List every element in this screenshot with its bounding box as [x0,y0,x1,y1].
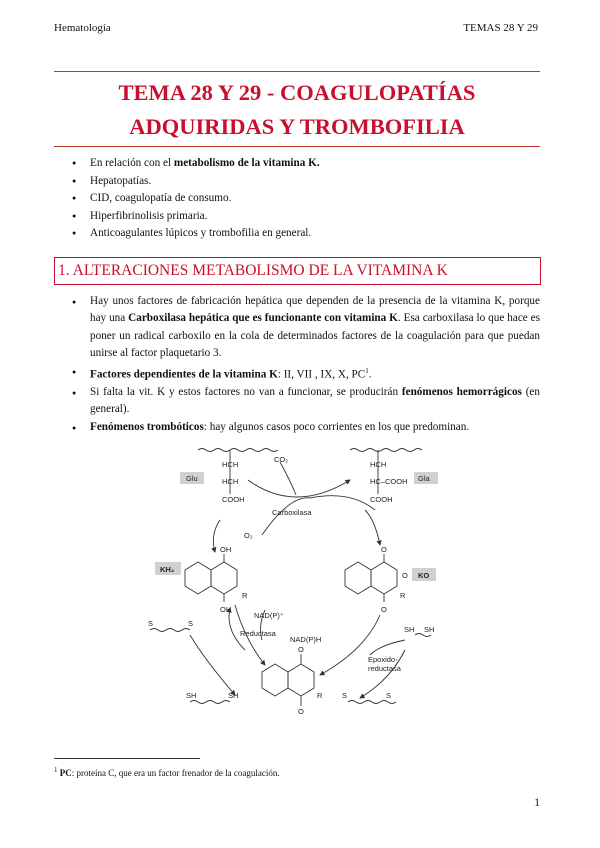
o2-label: O₂ [244,531,253,540]
page-number: 1 [534,797,540,809]
co2-label: CO₂ [274,455,289,464]
o-label-4: O [298,645,304,654]
cooh-label: COOH [222,495,245,504]
list-item: ● CID, coagulopatía de consumo. [54,190,540,208]
s-label-2: S [188,619,194,628]
sh-label-4: SH [424,625,435,634]
epoxido-label: Epoxido- [368,655,398,664]
s-label-3: S [342,691,348,700]
footnote-rule [54,758,200,759]
o-label-2: O [402,571,408,580]
hc-cooh-label: HC–COOH [370,477,408,486]
list-item: ● Hepatopatías. [54,173,540,191]
sh-label-2: SH [228,691,239,700]
list-item: ● Si falta la vit. K y estos factores no van a funcionar, se producirán fenómenos hemorrágicos (en general). [54,384,540,419]
list-item: ● Hay unos factores de fabricación hepática que dependen de la presencia de la vitamina K, porque hay una Carboxilasa hepática que es funcionante con vitamina K. Esa carboxilasa lo que hace es poner un radical carboxilo en la cola de determinados factores de la coagulación para que puedan unirse al factor plaquetario 3. [54,293,540,363]
o-label-1: O [381,545,387,554]
hch-label: HCH [222,460,239,469]
list-item: ● Hiperfibrinolisis primaria. [54,208,540,226]
o-label-3: O [381,605,387,614]
kh2-label: KH₂ [160,565,175,574]
list-item: ● En relación con el metabolismo de la vitamina K. [54,155,540,173]
list-item: ● Anticoagulantes lúpicos y trombofilia en general. [54,225,540,243]
header-right: TEMAS 28 Y 29 [463,22,538,34]
r-label-1: R [242,591,248,600]
s-label-4: S [386,691,392,700]
page-title [54,76,540,144]
intro-list [54,155,540,243]
oh-top-label: OH [220,545,232,554]
sh-label-1: SH [186,691,197,700]
title-bottom-rule [54,146,540,147]
title-line-2: ADQUIRIDAS Y TROMBOFILIA [129,114,465,139]
section-heading: 1. ALTERACIONES METABOLISMO DE LA VITAMINA K [54,257,541,285]
glu-label: Glu [186,474,198,483]
o-label-5: O [298,707,304,716]
s-label-1: S [148,619,154,628]
header-left: Hematología [54,22,111,34]
footnote: $^1$ PC: proteína C, que era un factor frenador de la coagulación. [54,766,280,778]
vitamin-k-cycle-diagram [150,440,440,722]
list-item: ● Fenómenos trombóticos: hay algunos casos poco corrientes en los que predominan. [54,419,540,436]
r-label-3: R [317,691,323,700]
reductasa-label: Reductasa [240,629,276,638]
list-item: ● Factores dependientes de la vitamina K: II, VII , IX, X, $PC^1$. [54,363,540,384]
title-line-1: TEMA 28 Y 29 - COAGULOPATÍAS [118,80,476,105]
body-list [54,293,540,436]
gla-label: Gla [418,474,430,483]
sh-label-3: SH [404,625,415,634]
title-top-rule [54,71,540,72]
r-label-2: R [400,591,406,600]
carboxilasa-label: Carboxilasa [272,508,312,517]
hch-right-label: HCH [370,460,387,469]
nadph-label: NAD(P)H [290,635,322,644]
ko-label: KO [418,571,430,580]
nadp-label: NAD(P)⁺ [254,611,284,620]
reductasa-2-label: reductasa [368,664,401,673]
cooh-right-label: COOH [370,495,393,504]
hch-label-2: HCH [222,477,239,486]
oh-bottom-label: OH [220,605,232,614]
